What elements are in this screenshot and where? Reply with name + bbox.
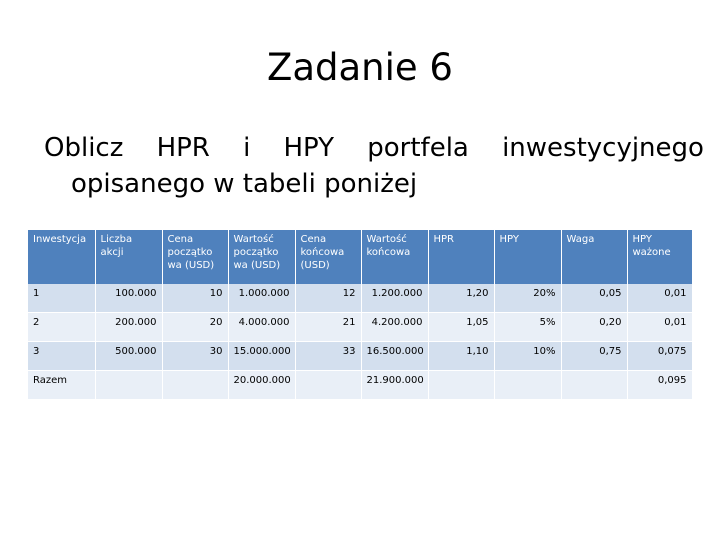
table-cell: 16.500.000	[361, 342, 428, 371]
investment-table	[28, 230, 693, 400]
column-header-wartosc-poczatkowa: Wartość początko wa (USD)	[228, 230, 295, 284]
column-header-hpy: HPY	[494, 230, 561, 284]
table-cell: 1,20	[428, 284, 494, 313]
task-word: i	[243, 133, 251, 163]
table-cell	[295, 371, 361, 400]
table-cell: 0,75	[561, 342, 627, 371]
task-word: portfela	[367, 133, 469, 163]
table-cell: 4.000.000	[228, 313, 295, 342]
task-word: HPY	[283, 133, 335, 163]
column-header-wartosc-koncowa: Wartość końcowa	[361, 230, 428, 284]
column-header-liczba-akcji: Liczba akcji	[95, 230, 162, 284]
column-header-cena-koncowa: Cena końcowa (USD)	[295, 230, 361, 284]
table-cell: 10%	[494, 342, 561, 371]
task-word: inwestycyjnego	[502, 133, 704, 163]
table-cell	[561, 371, 627, 400]
task-description	[44, 130, 704, 202]
table-row	[28, 313, 692, 342]
table-cell: 12	[295, 284, 361, 313]
column-header-cena-poczatkowa: Cena początko wa (USD)	[162, 230, 228, 284]
table-cell	[162, 371, 228, 400]
table-cell: 20%	[494, 284, 561, 313]
table-cell	[494, 371, 561, 400]
column-header-hpr: HPR	[428, 230, 494, 284]
table-cell: 33	[295, 342, 361, 371]
table-cell: Razem	[28, 371, 95, 400]
column-header-hpy-wazone: HPY ważone	[627, 230, 692, 284]
table-cell	[428, 371, 494, 400]
table-cell: 4.200.000	[361, 313, 428, 342]
table-cell: 20	[162, 313, 228, 342]
table-cell: 1,10	[428, 342, 494, 371]
table-cell: 1.000.000	[228, 284, 295, 313]
table-cell	[95, 371, 162, 400]
table-cell: 15.000.000	[228, 342, 295, 371]
table-cell: 100.000	[95, 284, 162, 313]
table-cell: 21.900.000	[361, 371, 428, 400]
table-cell: 20.000.000	[228, 371, 295, 400]
table-row	[28, 284, 692, 313]
table-header-row	[28, 230, 692, 284]
table-row-total	[28, 371, 692, 400]
table-cell: 1	[28, 284, 95, 313]
task-line-1	[44, 130, 704, 166]
column-header-inwestycja: Inwestycja	[28, 230, 95, 284]
slide-title: Zadanie 6	[267, 46, 453, 89]
table-cell: 21	[295, 313, 361, 342]
table-cell: 0,01	[627, 284, 692, 313]
table-cell: 0,095	[627, 371, 692, 400]
table-cell: 30	[162, 342, 228, 371]
table-row	[28, 342, 692, 371]
table-cell: 0,075	[627, 342, 692, 371]
table-cell: 0,05	[561, 284, 627, 313]
task-line-2: opisanego w tabeli poniżej	[71, 169, 418, 199]
table-cell: 5%	[494, 313, 561, 342]
task-word: HPR	[156, 133, 210, 163]
column-header-waga: Waga	[561, 230, 627, 284]
table-cell: 10	[162, 284, 228, 313]
task-word: Oblicz	[44, 133, 124, 163]
table-cell: 1,05	[428, 313, 494, 342]
table-cell: 3	[28, 342, 95, 371]
table-cell: 500.000	[95, 342, 162, 371]
table-cell: 200.000	[95, 313, 162, 342]
table-cell: 0,01	[627, 313, 692, 342]
table-cell: 1.200.000	[361, 284, 428, 313]
table-cell: 0,20	[561, 313, 627, 342]
table-cell: 2	[28, 313, 95, 342]
